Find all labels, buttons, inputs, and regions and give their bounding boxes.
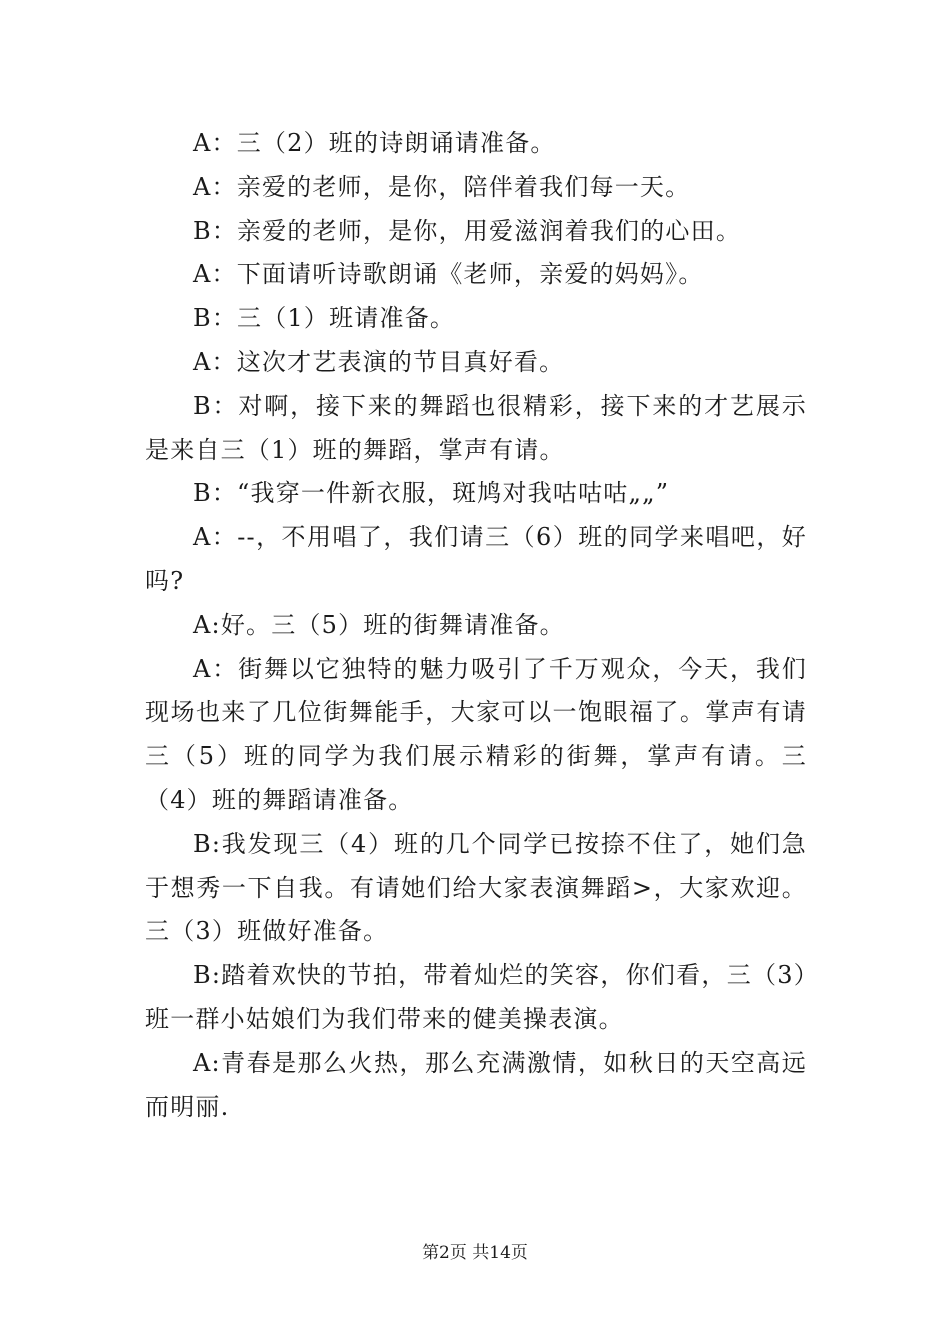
- paragraph: B：亲爱的老师，是你，用爱滋润着我们的心田。: [193, 216, 742, 245]
- paragraph: A：这次才艺表演的节目真好看。: [193, 347, 565, 376]
- paragraph: B：对啊，接下来的舞蹈也很精彩，接下来的才艺展示是来自三（1）班的舞蹈，掌声有请。: [145, 391, 807, 464]
- paragraph: B：三（1）班请准备。: [193, 304, 456, 333]
- paragraph: B：“我穿一件新衣服，斑鸠对我咕咕咕„„”: [193, 479, 670, 508]
- paragraph: A：下面请听诗歌朗诵《老师，亲爱的妈妈》。: [193, 260, 704, 289]
- paragraph: B:踏着欢快的节拍，带着灿烂的笑容，你们看，三（3）班一群小姑娘们为我们带来的健美操表演。: [145, 961, 807, 1033]
- paragraph: A:青春是那么火热，那么充满激情，如秋日的天空高远而明丽.: [145, 1048, 807, 1121]
- page-number-footer: 第2页 共14页: [422, 1243, 528, 1263]
- paragraph: B:我发现三（4）班的几个同学已按捺不住了，她们急于想秀一下自我。有请她们给大家表演舞蹈>，大家欢迎。三（3）班做好准备。: [145, 829, 807, 946]
- document-body: [145, 122, 807, 1129]
- paragraph: A:好。三（5）班的街舞请准备。: [193, 610, 565, 639]
- paragraph: A：亲爱的老师，是你，陪伴着我们每一天。: [193, 172, 691, 201]
- paragraph: A：街舞以它独特的魅力吸引了千万观众，今天，我们现场也来了几位街舞能手，大家可以一饱眼福了。掌声有请三（5）班的同学为我们展示精彩的街舞，掌声有请。三（4）班的舞蹈请准备。: [145, 654, 807, 814]
- paragraph: A：--，不用唱了，我们请三（6）班的同学来唱吧，好吗?: [145, 523, 807, 595]
- paragraph: A：三（2）班的诗朗诵请准备。: [193, 129, 556, 157]
